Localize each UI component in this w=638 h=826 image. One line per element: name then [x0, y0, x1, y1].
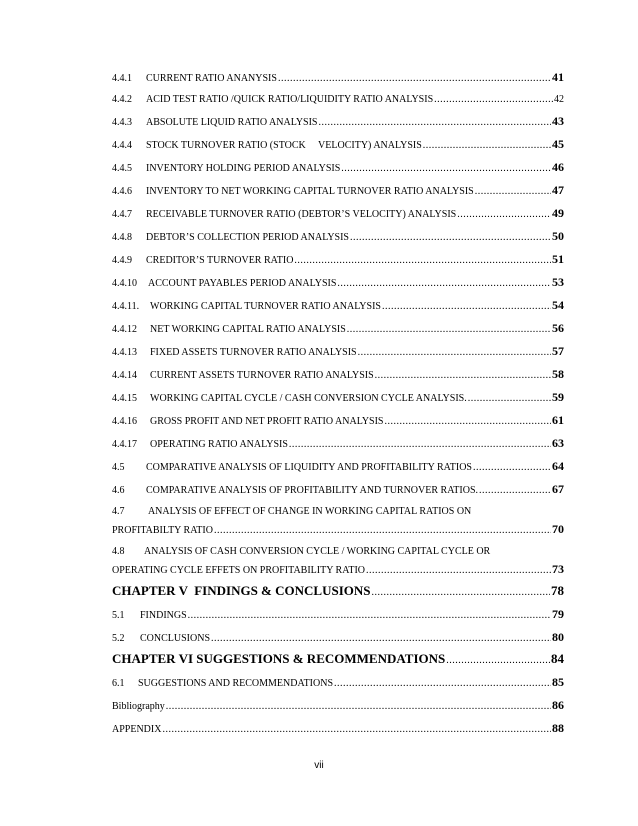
- toc-entry-appendix[interactable]: [112, 721, 564, 737]
- entry-number: 4.4.5: [112, 163, 132, 174]
- entry-title: COMPARATIVE ANALYSIS OF LIQUIDITY AND PROFITABILITY RATIOS: [146, 462, 472, 473]
- entry-page: 80: [552, 630, 564, 644]
- entry-title: CONCLUSIONS: [140, 633, 211, 644]
- toc-chapter-v[interactable]: [112, 584, 564, 600]
- toc-entry-4-4-7[interactable]: [112, 206, 564, 222]
- toc-entry-4-4-15[interactable]: [112, 390, 564, 406]
- dot-leader: [473, 461, 551, 475]
- entry-number: 4.4.13: [112, 347, 137, 358]
- toc-entry-4-4-8[interactable]: [112, 229, 564, 245]
- entry-title: CREDITOR’S TURNOVER RATIO: [146, 255, 294, 266]
- dot-leader: [358, 346, 551, 360]
- entry-number: 4.4.10: [112, 278, 137, 289]
- toc-chapter-vi[interactable]: [112, 652, 564, 668]
- entry-title: FIXED ASSETS TURNOVER RATIO ANALYSIS: [150, 347, 357, 358]
- entry-page: 67: [552, 482, 564, 496]
- entry-number: 4.4.12: [112, 324, 137, 335]
- dot-leader: [162, 723, 551, 737]
- entry-title: CURRENT RATIO ANANYSIS: [146, 73, 277, 84]
- chapter-title: CHAPTER V FINDINGS & CONCLUSIONS: [112, 583, 371, 598]
- toc-entry-4-4-1[interactable]: [112, 70, 564, 86]
- entry-page: 84: [551, 651, 564, 666]
- toc-entry-4-4-4[interactable]: [112, 137, 564, 153]
- toc-entry-4-4-10[interactable]: [112, 275, 564, 291]
- entry-page: 86: [552, 698, 564, 712]
- entry-title: GROSS PROFIT AND NET PROFIT RATIO ANALYSIS: [150, 416, 384, 427]
- chapter-title: CHAPTER VI SUGGESTIONS & RECOMMENDATIONS: [112, 651, 446, 666]
- entry-title-continued: PROFITABILTY RATIO: [112, 525, 213, 536]
- dot-leader: [366, 564, 551, 578]
- dot-leader: [289, 438, 551, 452]
- dot-leader: [385, 415, 552, 429]
- entry-title: FINDINGS: [140, 610, 187, 621]
- toc-entry-4-4-12[interactable]: [112, 321, 564, 337]
- entry-number: 5.1: [112, 610, 125, 621]
- dot-leader: [434, 93, 553, 107]
- table-of-contents: [112, 70, 564, 737]
- entry-title: NET WORKING CAPITAL RATIO ANALYSIS: [150, 324, 346, 335]
- toc-entry-4-8[interactable]: [112, 545, 564, 578]
- dot-leader: [341, 162, 551, 176]
- dot-leader: [457, 208, 551, 222]
- entry-page: 51: [552, 252, 564, 266]
- toc-entry-4-4-14[interactable]: [112, 367, 564, 383]
- dot-leader: [188, 609, 551, 623]
- entry-title-continued: OPERATING CYCLE EFFETS ON PROFITABILITY RATIO: [112, 565, 366, 576]
- entry-title: WORKING CAPITAL TURNOVER RATIO ANALYSIS: [150, 301, 381, 312]
- dot-leader: [347, 323, 551, 337]
- toc-entry-4-4-11[interactable]: [112, 298, 564, 314]
- entry-number: 4.4.8: [112, 232, 132, 243]
- dot-leader: [166, 700, 551, 714]
- entry-page: 43: [552, 114, 564, 128]
- dot-leader: [319, 116, 552, 130]
- page-number: vii: [314, 760, 324, 771]
- entry-page: 73: [552, 562, 564, 576]
- toc-entry-4-4-13[interactable]: [112, 344, 564, 360]
- entry-number: 4.4.17: [112, 439, 137, 450]
- entry-title: WORKING CAPITAL CYCLE / CASH CONVERSION CYCLE ANALYSIS.: [150, 393, 467, 404]
- entry-title: DEBTOR’S COLLECTION PERIOD ANALYSIS: [146, 232, 349, 243]
- entry-page: 54: [552, 298, 564, 312]
- entry-page: 59: [552, 390, 564, 404]
- entry-number: 4.5: [112, 462, 125, 473]
- entry-page: 58: [552, 367, 564, 381]
- entry-title: ACID TEST RATIO /QUICK RATIO/LIQUIDITY RATIO ANALYSIS: [146, 94, 434, 105]
- toc-entry-4-5[interactable]: [112, 459, 564, 475]
- entry-page: 64: [552, 459, 564, 473]
- dot-leader: [334, 677, 551, 691]
- dot-leader: [337, 277, 551, 291]
- dot-leader: [278, 72, 551, 86]
- entry-page: 85: [552, 675, 564, 689]
- entry-title: INVENTORY HOLDING PERIOD ANALYSIS: [146, 163, 341, 174]
- entry-title: ACCOUNT PAYABLES PERIOD ANALYSIS: [148, 278, 337, 289]
- entry-page: 46: [552, 160, 564, 174]
- toc-entry-4-6[interactable]: [112, 482, 564, 498]
- toc-entry-5-2[interactable]: [112, 630, 564, 646]
- entry-page: 61: [552, 413, 564, 427]
- entry-number: 4.6: [112, 485, 125, 496]
- entry-title: OPERATING RATIO ANALYSIS: [150, 439, 288, 450]
- entry-title: STOCK TURNOVER RATIO (STOCK VELOCITY) ANALYSIS: [146, 140, 422, 151]
- entry-page: 47: [552, 183, 564, 197]
- entry-title: RECEIVABLE TURNOVER RATIO (DEBTOR’S VELOCITY) ANALYSIS: [146, 209, 457, 220]
- entry-page: 56: [552, 321, 564, 335]
- dot-leader: [475, 185, 551, 199]
- toc-entry-4-4-3[interactable]: [112, 114, 564, 130]
- dot-leader: [479, 484, 551, 498]
- entry-page: 42: [554, 94, 564, 105]
- entry-number: 4.4.1: [112, 73, 132, 84]
- entry-number: 4.7: [112, 506, 125, 517]
- entry-number: 4.4.14: [112, 370, 137, 381]
- entry-title: COMPARATIVE ANALYSIS OF PROFITABILITY AND TURNOVER RATIOS.: [146, 485, 479, 496]
- entry-page: 88: [552, 721, 564, 735]
- toc-entry-4-7[interactable]: [112, 505, 564, 538]
- entry-page: 78: [551, 583, 564, 598]
- entry-title: ANALYSIS OF EFFECT OF CHANGE IN WORKING CAPITAL RATIOS ON: [147, 506, 472, 517]
- dot-leader: [382, 300, 551, 314]
- dot-leader: [214, 524, 551, 538]
- toc-entry-4-4-5[interactable]: [112, 160, 564, 176]
- dot-leader: [294, 254, 551, 268]
- entry-number: 4.4.11.: [112, 301, 140, 312]
- entry-number: 6.1: [112, 678, 125, 689]
- entry-title: SUGGESTIONS AND RECOMMENDATIONS: [138, 678, 334, 689]
- toc-entry-4-4-16[interactable]: [112, 413, 564, 429]
- toc-entry-bibliography[interactable]: [112, 698, 564, 714]
- entry-number: 4.4.2: [112, 94, 132, 105]
- entry-title: INVENTORY TO NET WORKING CAPITAL TURNOVER RATIO ANALYSIS: [146, 186, 474, 197]
- toc-entry-4-4-6[interactable]: [112, 183, 564, 199]
- dot-leader: [375, 369, 551, 383]
- entry-number: 4.4.6: [112, 186, 132, 197]
- dot-leader: [446, 654, 550, 668]
- entry-page: 57: [552, 344, 564, 358]
- entry-page: 79: [552, 607, 564, 621]
- entry-number: 4.4.3: [112, 117, 132, 128]
- entry-number: 4.4.4: [112, 140, 132, 151]
- dot-leader: [371, 586, 550, 600]
- entry-page: 49: [552, 206, 564, 220]
- entry-number: 5.2: [112, 633, 125, 644]
- entry-title: CURRENT ASSETS TURNOVER RATIO ANALYSIS: [150, 370, 374, 381]
- entry-page: 63: [552, 436, 564, 450]
- entry-page: 50: [552, 229, 564, 243]
- entry-page: 70: [552, 522, 564, 536]
- entry-number: 4.4.15: [112, 393, 137, 404]
- entry-title: ABSOLUTE LIQUID RATIO ANALYSIS: [146, 117, 318, 128]
- entry-number: 4.4.16: [112, 416, 137, 427]
- entry-page: 53: [552, 275, 564, 289]
- toc-entry-5-1[interactable]: [112, 607, 564, 623]
- dot-leader: [211, 632, 551, 646]
- dot-leader: [423, 139, 551, 153]
- entry-number: 4.4.7: [112, 209, 132, 220]
- entry-title: APPENDIX: [112, 724, 162, 735]
- toc-entry-4-4-2[interactable]: [112, 93, 564, 107]
- entry-number: 4.4.9: [112, 255, 132, 266]
- entry-title: ANALYSIS OF CASH CONVERSION CYCLE / WORKING CAPITAL CYCLE OR: [143, 546, 491, 557]
- entry-page: 41: [552, 70, 564, 84]
- toc-entry-4-4-9[interactable]: [112, 252, 564, 268]
- toc-entry-4-4-17[interactable]: [112, 436, 564, 452]
- entry-title: Bibliography: [112, 701, 165, 712]
- toc-entry-6-1[interactable]: [112, 675, 564, 691]
- entry-page: 45: [552, 137, 564, 151]
- dot-leader: [350, 231, 551, 245]
- entry-number: 4.8: [112, 546, 125, 557]
- dot-leader: [468, 392, 551, 406]
